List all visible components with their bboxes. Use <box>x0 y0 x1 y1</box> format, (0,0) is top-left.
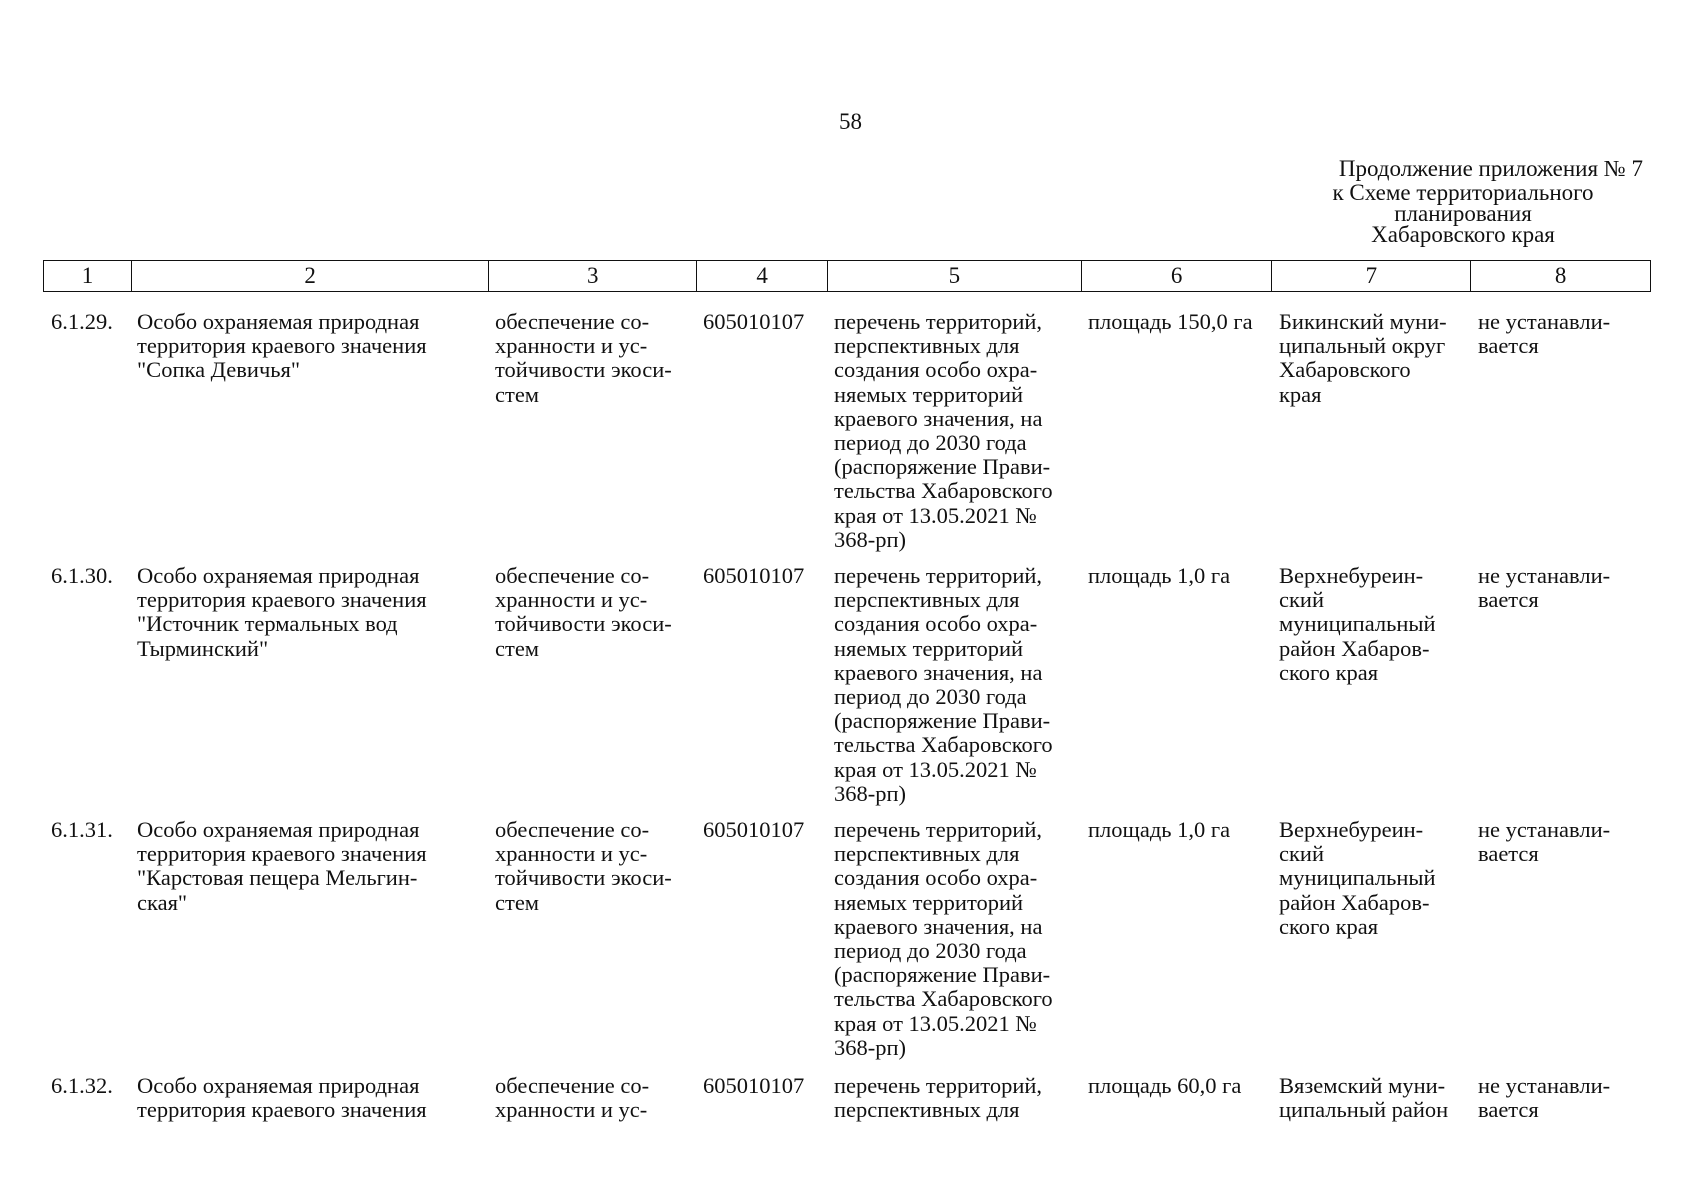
object-name: Особо охраняемая природная территория краевого значения "Источник термальных вод Тырминский" <box>137 564 427 661</box>
column-header-5: 5 <box>827 261 1081 291</box>
table-row <box>43 1074 1651 1126</box>
object-area: площадь 150,0 га <box>1088 310 1253 334</box>
table-row <box>43 564 1651 806</box>
object-purpose: обеспечение со- хранности и ус- тойчивости экоси- стем <box>495 564 672 661</box>
object-basis: перечень территорий, перспективных для <box>834 1074 1043 1123</box>
object-location: Верхнебуреин- ский муниципальный район Хабаров- ского края <box>1279 564 1436 685</box>
object-zone: не устанавли- вается <box>1478 1074 1611 1123</box>
object-purpose: обеспечение со- хранности и ус- <box>495 1074 650 1123</box>
object-zone: не устанавли- вается <box>1478 818 1611 867</box>
object-code: 605010107 <box>703 818 805 842</box>
appendix-line-1: Продолжение приложения № 7 <box>1338 156 1643 181</box>
object-zone: не устанавли- вается <box>1478 310 1611 359</box>
row-number: 6.1.32. <box>51 1074 113 1098</box>
object-name: Особо охраняемая природная территория краевого значения "Сопка Девичья" <box>137 310 427 383</box>
column-header-3: 3 <box>488 261 696 291</box>
object-location: Вяземский муни- ципальный район <box>1279 1074 1449 1123</box>
object-area: площадь 1,0 га <box>1088 564 1231 588</box>
column-header-6: 6 <box>1081 261 1272 291</box>
table-row <box>43 310 1651 552</box>
appendix-line-4: Хабаровского края <box>1371 222 1555 247</box>
object-basis: перечень территорий, перспективных для создания особо охра- няемых территорий краевого значения, на период до 2030 года (распоряжение Прави- тельства Хабаровского края от 13.05.2021 № 368-рп) <box>834 564 1053 806</box>
object-area: площадь 1,0 га <box>1088 818 1231 842</box>
object-location: Верхнебуреин- ский муниципальный район Хабаров- ского края <box>1279 818 1436 939</box>
object-code: 605010107 <box>703 310 805 334</box>
object-basis: перечень территорий, перспективных для создания особо охра- няемых территорий краевого значения, на период до 2030 года (распоряжение Прави- тельства Хабаровского края от 13.05.2021 № 368-рп) <box>834 818 1053 1060</box>
appendix-line-3: планирования <box>1394 201 1532 226</box>
column-header-7: 7 <box>1271 261 1470 291</box>
row-number: 6.1.31. <box>51 818 113 842</box>
appendix-caption <box>1283 157 1643 247</box>
column-header-8: 8 <box>1470 261 1650 291</box>
object-name: Особо охраняемая природная территория краевого значения "Карстовая пещера Мельгин- ская" <box>137 818 427 915</box>
column-header-2: 2 <box>131 261 489 291</box>
object-code: 605010107 <box>703 1074 805 1098</box>
column-header-4: 4 <box>696 261 827 291</box>
table-header-row <box>43 260 1651 292</box>
appendix-line-2: к Схеме территориального <box>1332 180 1594 205</box>
object-area: площадь 60,0 га <box>1088 1074 1242 1098</box>
object-basis: перечень территорий, перспективных для создания особо охра- няемых территорий краевого значения, на период до 2030 года (распоряжение Прави- тельства Хабаровского края от 13.05.2021 № 368-рп) <box>834 310 1053 552</box>
object-code: 605010107 <box>703 564 805 588</box>
object-purpose: обеспечение со- хранности и ус- тойчивости экоси- стем <box>495 310 672 407</box>
object-zone: не устанавли- вается <box>1478 564 1611 613</box>
row-number: 6.1.30. <box>51 564 113 588</box>
object-purpose: обеспечение со- хранности и ус- тойчивости экоси- стем <box>495 818 672 915</box>
page-number: 58 <box>839 109 862 134</box>
row-number: 6.1.29. <box>51 310 113 334</box>
object-location: Бикинский муни- ципальный округ Хабаровского края <box>1279 310 1447 407</box>
table-row <box>43 818 1651 1060</box>
column-header-1: 1 <box>81 263 94 288</box>
object-name: Особо охраняемая природная территория краевого значения <box>137 1074 427 1123</box>
